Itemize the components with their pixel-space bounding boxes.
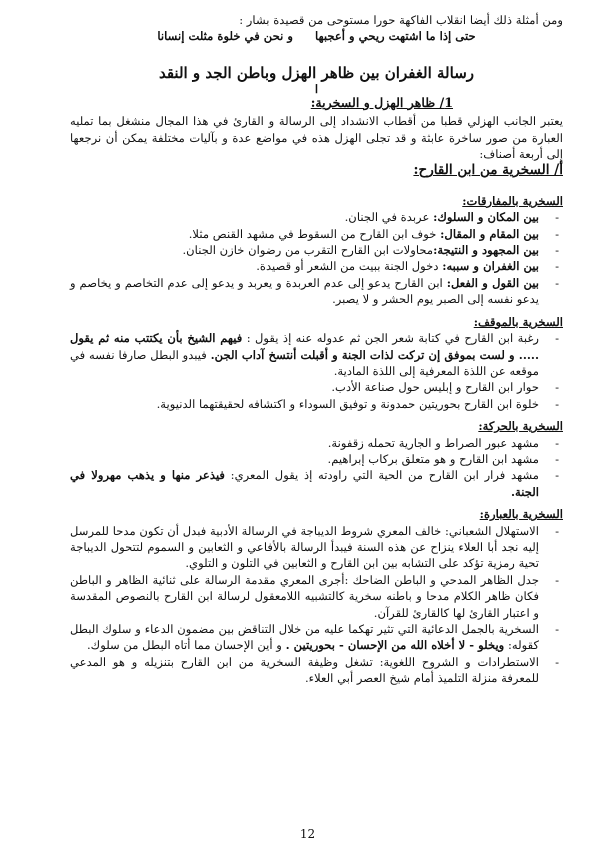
list-item xyxy=(70,467,563,500)
bullet-dash-icon: - xyxy=(555,523,559,538)
item-text: مشهد فرار ابن القارح من الحية التي راودته إذ يقول المعري: xyxy=(224,468,540,483)
group-heading: السخرية بالعبارة: xyxy=(479,507,563,522)
poem-verse xyxy=(70,28,563,44)
list-item xyxy=(70,275,563,308)
list-item xyxy=(70,226,563,242)
item-text: رغبة ابن القارح في كتابة شعر الجن ثم عدوله عنه إذ يقول : xyxy=(242,331,539,346)
bullet-list xyxy=(70,209,563,307)
list-item xyxy=(70,435,563,451)
bullet-list xyxy=(70,330,563,412)
page-title: رسالة الغفران بين ظاهر الهزل وباطن الجد و النقد xyxy=(158,63,475,82)
bullet-dash-icon: - xyxy=(555,275,559,290)
item-text: مشهد عبور الصراط و الجارية تحمله زقفونة. xyxy=(327,435,539,450)
item-quote: فيهم الشيخ بأن يكتتب منه ثم يقول ..... و لست بموفق إن تركت لذات الجنة و أقبلت أنتسخ آداب الجن. xyxy=(70,331,539,362)
item-lead: بين الغفران و سببه: xyxy=(442,259,539,274)
section-heading: 1/ ظاهر الهزل و السخرية: xyxy=(310,94,453,110)
list-item xyxy=(70,654,563,687)
intro-line: ومن أمثلة ذلك أيضا انقلاب الفاكهة حورا مستوحى من قصيدة بشار : xyxy=(239,13,563,27)
verse-second-hemistich: و نحن في خلوة مثلت إنسانا xyxy=(157,29,293,44)
item-lead: بين القول و الفعل: xyxy=(446,275,539,290)
item-text: دخول الجنة ببيت من الشعر أو قصيدة. xyxy=(256,259,443,274)
group-heading: السخرية بالموقف: xyxy=(473,314,563,329)
list-item xyxy=(70,396,563,412)
group-heading: السخرية بالمفارقات: xyxy=(462,193,563,208)
list-item xyxy=(70,379,563,395)
subsection-heading: أ/ السخرية من ابن القارح: xyxy=(413,162,563,179)
item-text: السخرية بالجمل الدعائية التي تثير تهكما عليه من خلال التناقض بين مضمون الدعاء و سلوك البطل كقوله: xyxy=(70,622,539,653)
bullet-dash-icon: - xyxy=(555,380,559,395)
list-item xyxy=(70,523,563,572)
list-item xyxy=(70,258,563,274)
item-text: ابن القارح يدعو إلى عدم العربدة و يعربد و يدعو إلى عدم التخاصم و يخاصم و يدعو نفسه إلى الصبر يوم الحشر و لا يصبر. xyxy=(70,275,539,307)
bullet-dash-icon: - xyxy=(555,210,559,225)
item-text-continued: فيبدو البطل صارفا نفسه في موقعه عن اللذة المعرفية إلى اللذة المادية. xyxy=(70,347,539,378)
item-text: عربدة في الجنان. xyxy=(344,210,434,225)
item-text: خوف ابن القارح من السقوط في مشهد القنص مثلا. xyxy=(188,226,441,241)
item-quote: ويخلو - لا أخلاه الله من الإحسان - بحوريتين . xyxy=(285,638,505,653)
item-text: مشهد ابن القارح و هو متعلق بركاب إبراهيم. xyxy=(327,451,539,466)
item-text: حوار ابن القارح و إبليس حول صناعة الأدب. xyxy=(331,380,539,395)
item-text-continued: و أين الإحسان مما أتاه البطل من سلوك. xyxy=(86,638,286,653)
title-mark: ا xyxy=(314,81,319,96)
list-item xyxy=(70,330,563,379)
bullet-dash-icon: - xyxy=(555,226,559,241)
list-item xyxy=(70,242,563,258)
bullet-dash-icon: - xyxy=(555,259,559,274)
verse-first-hemistich: حتى إذا ما اشتهت ريحي و أعجبها xyxy=(315,29,476,44)
sarcasm-groups xyxy=(70,193,563,687)
item-text: محاولات ابن القارح التقرب من رضوان خازن الجنان. xyxy=(182,243,434,258)
item-lead: بين المكان و السلوك: xyxy=(433,210,539,225)
bullet-dash-icon: - xyxy=(555,396,559,411)
item-text: جدل الظاهر المدحي و الباطن الضاحك :أجرى المعري مقدمة الرسالة على ثنائية الظاهر و الباطن فكان ظاهر الكلام مدحا و باطنه سخرية كالتشبيه اللامعقول لرسالة ابن القارح بالنصوص المقدسة و اعتبار القارئ لها كالقارئ للقرآن. xyxy=(70,572,539,620)
section-paragraph: يعتبر الجانب الهزلي قطبا من أقطاب الانشداد إلى الرسالة و القارئ في هذا المجال منشغل بما تمليه العبارة من صور ساخرة عابثة و قد تجلى الهزل هذه في مواضع عدة و بآليات مختلفة يمكن أن نرجعها إلى أربعة أصناف: xyxy=(70,114,563,162)
list-item xyxy=(70,451,563,467)
bullet-list xyxy=(70,523,563,687)
list-item xyxy=(70,621,563,654)
item-lead: بين المجهود و النتيجة: xyxy=(433,243,539,258)
bullet-dash-icon: - xyxy=(555,572,559,587)
page-number: 12 xyxy=(299,827,316,841)
bullet-dash-icon: - xyxy=(555,435,559,450)
bullet-dash-icon: - xyxy=(555,654,559,669)
bullet-dash-icon: - xyxy=(555,243,559,258)
bullet-dash-icon: - xyxy=(555,331,559,346)
item-quote: فيذعر منها و يذهب مهرولا في الجنة. xyxy=(70,468,539,499)
bullet-dash-icon: - xyxy=(555,622,559,636)
item-text: الاستهلال الشعباني: خالف المعري شروط الديباجة في الرسالة الأدبية فبدل أن تكون مدحا للمرسل إليه نجد أبا العلاء ينزاح عن هذه السنة فيبدأ الرسالة بالأفاعي و الثعابين و السموم لتتحول الديباجة تحية رمزية تؤكد على التشابه بين ابن القارح و الثعابين في التلون و التلوي. xyxy=(70,523,539,571)
group-heading: السخرية بالحركة: xyxy=(478,419,563,434)
list-item xyxy=(70,572,563,621)
bullet-dash-icon: - xyxy=(555,468,559,483)
item-text: خلوة ابن القارح بحوريتين حمدونة و توفيق السوداء و اكتشافه لحقيقتهما الدنيوية. xyxy=(156,396,539,411)
list-item xyxy=(70,209,563,225)
item-text: الاستطرادات و الشروح اللغوية: تشغل وظيفة السخرية من ابن القارح بتنزيله و هو المدعي للمعرفة منزلة التلميذ أمام شيخ العصر أبي العلاء. xyxy=(70,654,539,686)
bullet-list xyxy=(70,435,563,501)
bullet-dash-icon: - xyxy=(555,451,559,466)
item-lead: بين المقام و المقال: xyxy=(440,226,539,241)
